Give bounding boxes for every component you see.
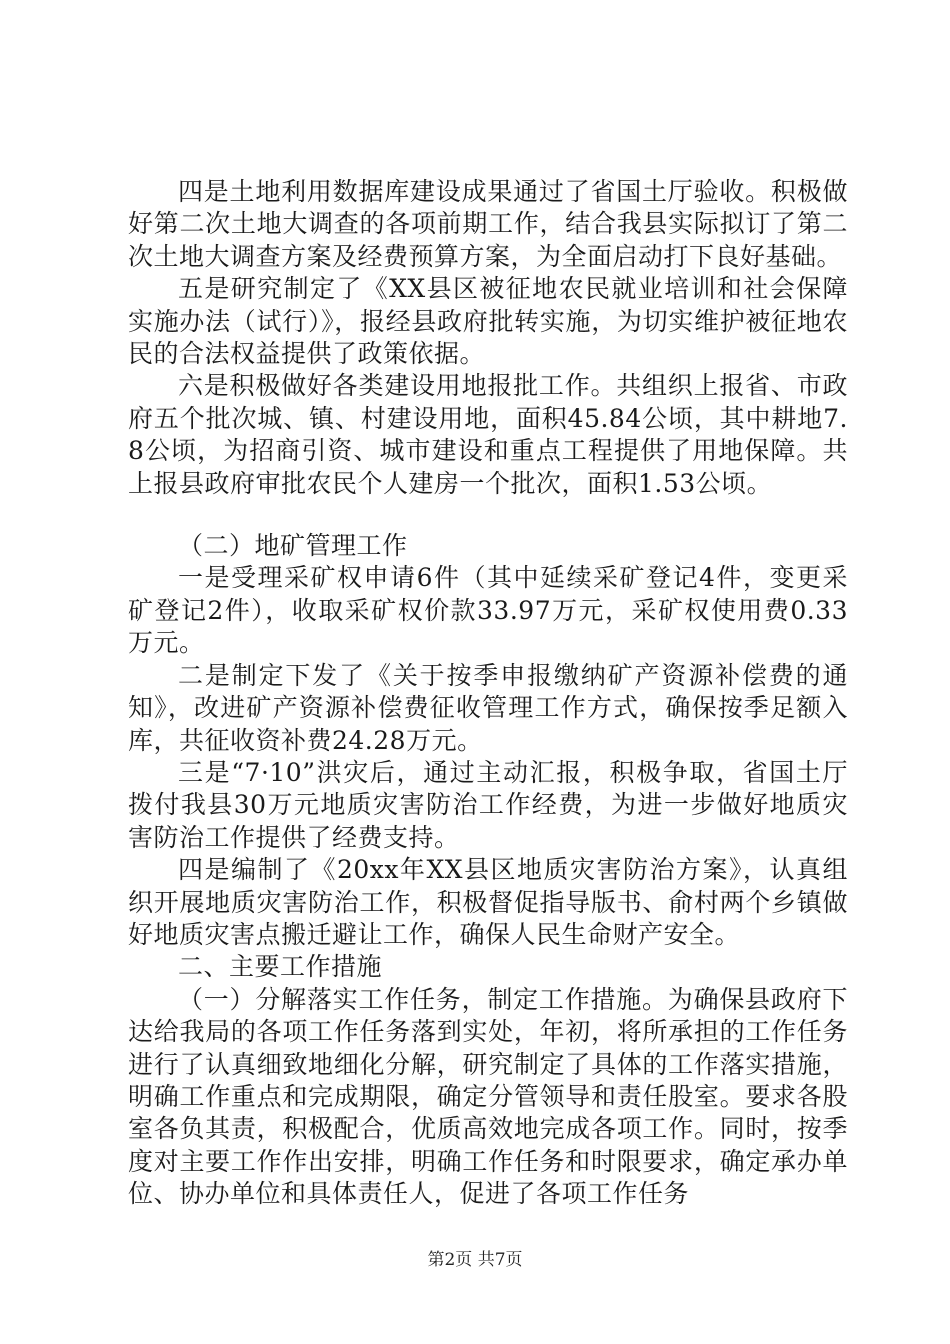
- page-number-footer: 第2页 共7页: [427, 1250, 523, 1270]
- paragraph-land-database: 四是土地利用数据库建设成果通过了省国土厅验收。积极做好第二次土地大调查的各项前期工作，结合我县实际拟订了第二次土地大调查方案及经费预算方案，为全面启动打下良好基础。: [128, 177, 848, 271]
- paragraph-mining-rights: 一是受理采矿权申请6件（其中延续采矿登记4件，变更采矿登记2件），收取采矿权价款33.97万元，采矿权使用费0.33万元。: [128, 563, 848, 658]
- paragraph-disaster-prevention-plan: 四是编制了《20xx年XX县区地质灾害防治方案》，认真组织开展地质灾害防治工作，积极督促指导版书、俞村两个乡镇做好地质灾害点搬迁避让工作，确保人民生命财产安全。: [128, 855, 848, 949]
- paragraph-compensation-fee: 二是制定下发了《关于按季申报缴纳矿产资源补偿费的通知》，改进矿产资源补偿费征收管理工作方式，确保按季足额入库，共征收资补费24.28万元。: [128, 660, 848, 755]
- section-heading-mineral-management: （二）地矿管理工作: [178, 531, 408, 561]
- paragraph-construction-land-approval: 六是积极做好各类建设用地报批工作。共组织上报省、市政府五个批次城、镇、村建设用地，面积45.84公顷，其中耕地7.8公顷，为招商引资、城市建设和重点工程提供了用地保障。共上报县政府审批农民个人建房一个批次，面积1.53公顷。: [128, 371, 848, 498]
- section-heading-main-measures: 二、主要工作措施: [178, 952, 383, 982]
- document-body: [128, 176, 848, 1211]
- paragraph-flood-disaster-funds: 三是“7·10”洪灾后，通过主动汇报，积极争取，省国土厅拨付我县30万元地质灾害防治工作经费，为进一步做好地质灾害防治工作提供了经费支持。: [128, 757, 848, 852]
- paragraph-compensation-measures: 五是研究制定了《XX县区被征地农民就业培训和社会保障实施办法（试行）》，报经县政府批转实施，为切实维护被征地农民的合法权益提供了政策依据。: [128, 274, 848, 369]
- paragraph-task-breakdown: （一）分解落实工作任务，制定工作措施。为确保县政府下达给我局的各项工作任务落到实处，年初，将所承担的工作任务进行了认真细致地细化分解，研究制定了具体的工作落实措施，明确工作重点和完成期限，确定分管领导和责任股室。要求各股室各负其责，积极配合，优质高效地完成各项工作。同时，按季度对主要工作作出安排，明确工作任务和时限要求，确定承办单位、协办单位和具体责任人，促进了各项工作任务: [128, 984, 848, 1209]
